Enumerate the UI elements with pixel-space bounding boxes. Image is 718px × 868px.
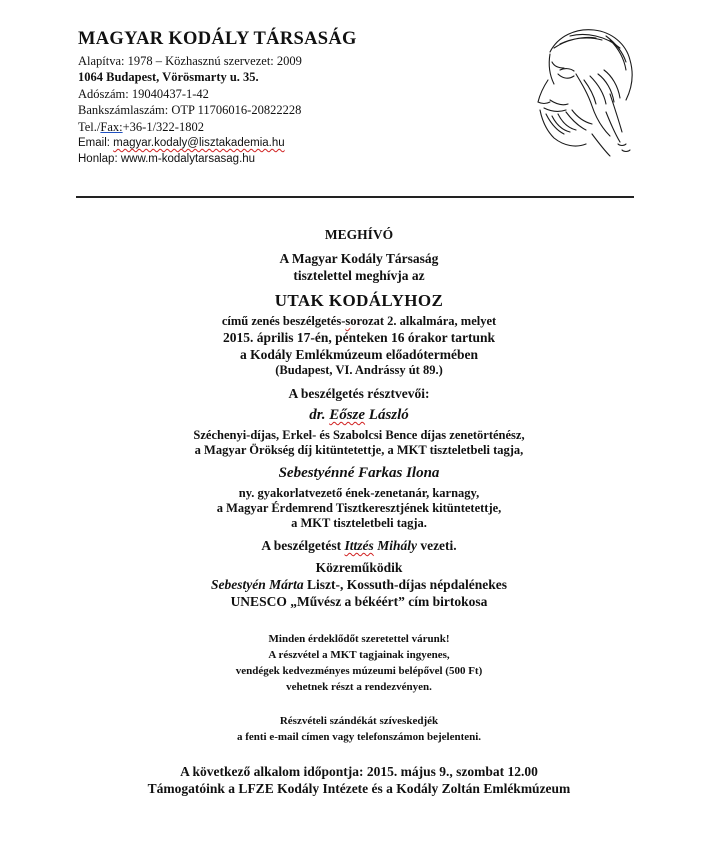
event-venue: a Kodály Emlékmúzeum előadótermében: [239, 347, 479, 362]
invite-line: tisztelettel meghívja az: [293, 268, 425, 283]
organization-name: MAGYAR KODÁLY TÁRSASÁG: [78, 29, 357, 49]
participant-1-name: dr. Eősze László: [309, 407, 409, 423]
invitation-title: MEGHÍVÓ: [324, 227, 394, 242]
sponsors: Támogatóink a LFZE Kodály Intézete és a Kodály Zoltán Emlékmúzeum: [147, 781, 571, 796]
fee-line-2: vendégek kedvezményes múzeumi belépővel (500 Ft): [235, 665, 483, 677]
participant-1-desc-2: a Magyar Örökség díj kitüntetettje, a MKT tiszteletbeli tagja,: [194, 443, 524, 457]
email-line: Email: magyar.kodaly@lisztakademia.hu: [78, 137, 285, 150]
participants-heading: A beszélgetés résztvevői:: [288, 386, 430, 401]
participant-2-desc-2: a Magyar Érdemrend Tisztkeresztjének kitüntetettje,: [216, 501, 502, 515]
welcome-line: Minden érdeklődőt szeretettel várunk!: [268, 633, 450, 645]
participant-2-desc-3: a MKT tiszteletbeli tagja.: [291, 516, 427, 530]
fee-line-1: A részvétel a MKT tagjainak ingyenes,: [268, 649, 450, 661]
series-title: UTAK KODÁLYHOZ: [274, 291, 444, 310]
phone-fax: Tel./Fax:+36-1/322-1802: [78, 119, 204, 134]
letterhead: [78, 28, 508, 168]
bank-account: Bankszámlaszám: OTP 11706016-20822228: [78, 103, 302, 118]
performer-heading: Közreműködik: [315, 560, 403, 575]
fax-label: Fax:: [100, 119, 123, 134]
invitation-body: [0, 226, 718, 797]
participant-2-name: Sebestyénné Farkas Ilona: [278, 465, 440, 481]
tax-number: Adószám: 19040437-1-42: [78, 86, 209, 101]
kodaly-portrait-sketch-icon: [510, 14, 642, 164]
series-description: című zenés beszélgetés-sorozat 2. alkalmára, melyet: [221, 314, 497, 328]
website[interactable]: Honlap: www.m-kodalytarsasag.hu: [78, 153, 256, 166]
email-link[interactable]: magyar.kodaly@lisztakademia.hu: [113, 137, 285, 150]
next-event: A következő alkalom időpontja: 2015. május 9., szombat 12.00: [180, 764, 538, 779]
address: 1064 Budapest, Vörösmarty u. 35.: [78, 70, 259, 85]
rsvp-line-1: Részvételi szándékát szíveskedjék: [279, 715, 439, 727]
participant-1-desc-1: Széchenyi-díjas, Erkel- és Szabolcsi Bence díjas zenetörténész,: [193, 428, 525, 442]
moderator-line: A beszélgetést Ittzés Mihály vezeti.: [261, 538, 457, 553]
fee-line-3: vehetnek részt a rendezvényen.: [286, 681, 432, 693]
header-divider: [76, 196, 634, 198]
rsvp-line-2: a fenti e-mail címen vagy telefonszámon bejelenteni.: [236, 731, 482, 743]
performer-line: Sebestyén Márta Liszt-, Kossuth-díjas népdalénekes: [211, 577, 507, 592]
performer-title: UNESCO „Művész a békéért” cím birtokosa: [230, 594, 488, 609]
founding-info: Alapítva: 1978 – Közhasznú szervezet: 2009: [78, 54, 302, 68]
participant-2-desc-1: ny. gyakorlatvezető ének-zenetanár, karnagy,: [238, 486, 480, 500]
inviter-line: A Magyar Kodály Társaság: [279, 251, 439, 266]
event-date: 2015. április 17-én, pénteken 16 órakor tartunk: [222, 330, 495, 345]
venue-address: (Budapest, VI. Andrássy út 89.): [275, 363, 443, 377]
